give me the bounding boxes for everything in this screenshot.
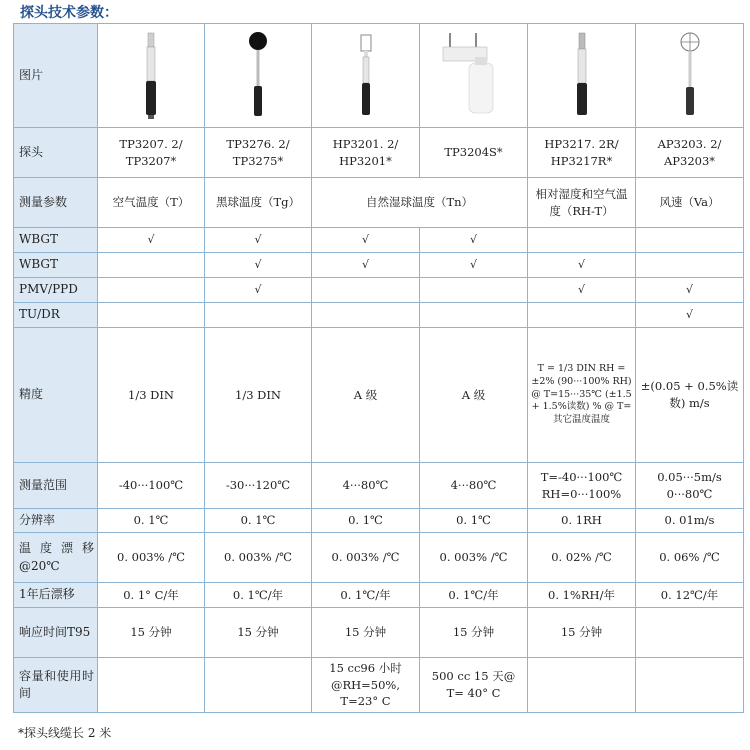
check-cell: [312, 303, 420, 328]
range-cell: 4···80℃: [420, 463, 528, 509]
check-cell: √: [312, 228, 420, 253]
row-picture: [14, 24, 744, 128]
capacity-cell: 500 cc 15 天@ T= 40° C: [420, 658, 528, 713]
row-pmv-ppd: [14, 278, 744, 303]
check-cell: [205, 303, 312, 328]
response-cell: 15 分钟: [312, 608, 420, 658]
accuracy-cell: 1/3 DIN: [205, 328, 312, 463]
row-label: 分辨率: [14, 509, 98, 533]
check-cell: [528, 228, 636, 253]
check-cell: √: [98, 228, 205, 253]
measure-cell: 相对湿度和空气温度（RH-T）: [528, 178, 636, 228]
capacity-cell: [98, 658, 205, 713]
probe-image-tp3204s: [420, 24, 528, 128]
check-cell: [420, 303, 528, 328]
drift-year-cell: 0. 1℃/年: [205, 583, 312, 608]
response-cell: 15 分钟: [98, 608, 205, 658]
resolution-cell: 0. 1℃: [205, 509, 312, 533]
probe-image-ap3203: [636, 24, 744, 128]
row-label: 容量和使用时间: [14, 658, 98, 713]
check-cell: √: [636, 278, 744, 303]
row-label: 响应时间T95: [14, 608, 98, 658]
resolution-cell: 0. 1℃: [420, 509, 528, 533]
check-cell: [636, 253, 744, 278]
drift-temp-cell: 0. 003% /℃: [312, 533, 420, 583]
footnote: *探头线缆长 2 米: [18, 726, 112, 740]
accuracy-cell: 1/3 DIN: [98, 328, 205, 463]
drift-year-cell: 0. 1%RH/年: [528, 583, 636, 608]
check-cell: [98, 303, 205, 328]
check-cell: √: [528, 278, 636, 303]
accuracy-cell: A 级: [420, 328, 528, 463]
row-measure: [14, 178, 744, 228]
row-label: 测量参数: [14, 178, 98, 228]
row-label: 精度: [14, 328, 98, 463]
probe-cell: HP3201. 2/ HP3201*: [312, 128, 420, 178]
check-cell: √: [528, 253, 636, 278]
probe-image-tp3276: [205, 24, 312, 128]
check-cell: √: [205, 253, 312, 278]
probe-image-tp3207: [98, 24, 205, 128]
check-cell: √: [420, 228, 528, 253]
row-label: TU/DR: [14, 303, 98, 328]
check-cell: √: [205, 228, 312, 253]
capacity-cell: [636, 658, 744, 713]
row-wbgt-1: [14, 228, 744, 253]
drift-year-cell: 0. 12℃/年: [636, 583, 744, 608]
check-cell: [420, 278, 528, 303]
check-cell: [98, 253, 205, 278]
drift-temp-cell: 0. 003% /℃: [98, 533, 205, 583]
drift-temp-cell: 0. 003% /℃: [420, 533, 528, 583]
check-cell: [312, 278, 420, 303]
check-cell: [98, 278, 205, 303]
probe-spec-table: [13, 23, 744, 713]
response-cell: 15 分钟: [205, 608, 312, 658]
accuracy-cell: ±(0.05 + 0.5%读数) m/s: [636, 328, 744, 463]
row-label: WBGT: [14, 228, 98, 253]
capacity-cell: [205, 658, 312, 713]
check-cell: [636, 228, 744, 253]
row-label: 图片: [14, 24, 98, 128]
response-cell: [636, 608, 744, 658]
probe-cell: TP3204S*: [420, 128, 528, 178]
check-cell: √: [636, 303, 744, 328]
capacity-cell: [528, 658, 636, 713]
row-label: WBGT: [14, 253, 98, 278]
row-resolution: [14, 509, 744, 533]
check-cell: √: [312, 253, 420, 278]
measure-cell: 自然湿球温度（Tn）: [312, 178, 528, 228]
measure-cell: 空气温度（T）: [98, 178, 205, 228]
range-cell: 4···80℃: [312, 463, 420, 509]
range-cell: 0.05···5m/s 0···80℃: [636, 463, 744, 509]
probe-cell: HP3217. 2R/ HP3217R*: [528, 128, 636, 178]
drift-temp-cell: 0. 02% /℃: [528, 533, 636, 583]
check-cell: [528, 303, 636, 328]
check-cell: √: [205, 278, 312, 303]
page-title: 探头技术参数：: [20, 5, 118, 21]
row-capacity: [14, 658, 744, 713]
drift-temp-cell: 0. 06% /℃: [636, 533, 744, 583]
probe-cell: TP3207. 2/ TP3207*: [98, 128, 205, 178]
resolution-cell: 0. 01m/s: [636, 509, 744, 533]
row-drift-temp: [14, 533, 744, 583]
row-label: PMV/PPD: [14, 278, 98, 303]
row-label: 测量范围: [14, 463, 98, 509]
probe-cell: TP3276. 2/ TP3275*: [205, 128, 312, 178]
range-cell: -40···100℃: [98, 463, 205, 509]
accuracy-cell: T = 1/3 DIN RH = ±2% (90···100% RH) @ T=15···35℃ (±1.5 + 1.5%读数) % @ T=其它温度温度: [528, 328, 636, 463]
probe-image-hp3217: [528, 24, 636, 128]
probe-image-hp3201: [312, 24, 420, 128]
range-cell: -30···120℃: [205, 463, 312, 509]
row-wbgt-2: [14, 253, 744, 278]
row-range: [14, 463, 744, 509]
response-cell: 15 分钟: [420, 608, 528, 658]
drift-year-cell: 0. 1℃/年: [420, 583, 528, 608]
resolution-cell: 0. 1RH: [528, 509, 636, 533]
measure-cell: 黑球温度（Tg）: [205, 178, 312, 228]
row-drift-year: [14, 583, 744, 608]
row-accuracy: [14, 328, 744, 463]
row-tu-dr: [14, 303, 744, 328]
range-cell: T=-40···100℃ RH=0···100%: [528, 463, 636, 509]
row-probe: [14, 128, 744, 178]
measure-cell: 风速（Va）: [636, 178, 744, 228]
capacity-cell: 15 cc96 小时 @RH=50%, T=23° C: [312, 658, 420, 713]
row-label: 1年后漂移: [14, 583, 98, 608]
drift-year-cell: 0. 1℃/年: [312, 583, 420, 608]
drift-temp-cell: 0. 003% /℃: [205, 533, 312, 583]
check-cell: √: [420, 253, 528, 278]
row-label: 探头: [14, 128, 98, 178]
accuracy-cell: A 级: [312, 328, 420, 463]
response-cell: 15 分钟: [528, 608, 636, 658]
row-label: 温度漂移@20℃: [14, 533, 98, 583]
resolution-cell: 0. 1℃: [98, 509, 205, 533]
drift-year-cell: 0. 1° C/年: [98, 583, 205, 608]
resolution-cell: 0. 1℃: [312, 509, 420, 533]
probe-cell: AP3203. 2/ AP3203*: [636, 128, 744, 178]
row-response: [14, 608, 744, 658]
